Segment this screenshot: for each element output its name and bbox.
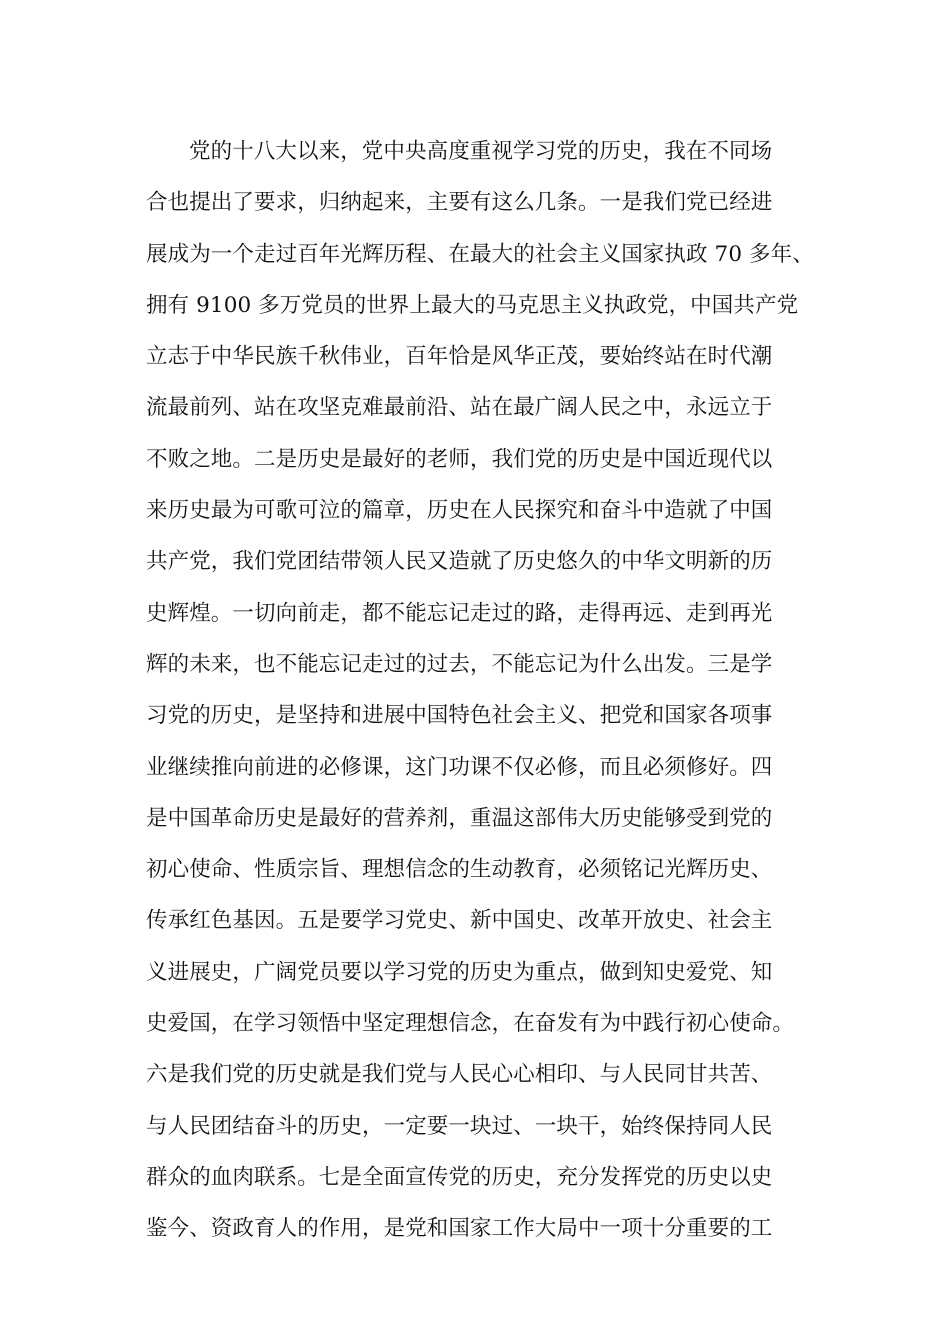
text-line: 六是我们党的历史就是我们党与人民心心相印、与人民同甘共苦、 <box>146 1062 773 1088</box>
text-line: 来历史最为可歌可泣的篇章，历史在人民探究和奋斗中造就了中国 <box>146 498 773 524</box>
text-line: 辉的未来，也不能忘记走过的过去，不能忘记为什么出发。三是学 <box>146 651 773 677</box>
text-line: 是中国革命历史是最好的营养剂，重温这部伟大历史能够受到党的 <box>146 805 773 831</box>
text-line: 展成为一个走过百年光辉历程、在最大的社会主义国家执政 70 多年、 <box>146 241 814 267</box>
text-line: 业继续推向前进的必修课，这门功课不仅必修，而且必须修好。四 <box>146 754 773 780</box>
text-line: 党的十八大以来，党中央高度重视学习党的历史，我在不同场 <box>189 139 773 164</box>
text-line: 群众的血肉联系。七是全面宣传党的历史，充分发挥党的历史以史 <box>146 1164 773 1190</box>
text-line: 传承红色基因。五是要学习党史、新中国史、改革开放史、社会主 <box>146 908 773 934</box>
text-line: 共产党，我们党团结带领人民又造就了历史悠久的中华文明新的历 <box>146 549 773 575</box>
text-line: 义进展史，广阔党员要以学习党的历史为重点，做到知史爱党、知 <box>146 959 773 985</box>
text-line: 立志于中华民族千秋伟业，百年恰是风华正茂，要始终站在时代潮 <box>146 344 773 370</box>
body-paragraph <box>146 134 826 1263</box>
text-line: 拥有 9100 多万党员的世界上最大的马克思主义执政党，中国共产党 <box>146 292 799 318</box>
text-line: 史爱国，在学习领悟中坚定理想信念，在奋发有为中践行初心使命。 <box>146 1011 795 1037</box>
text-line: 习党的历史，是坚持和进展中国特色社会主义、把党和国家各项事 <box>146 703 773 729</box>
text-line: 史辉煌。一切向前走，都不能忘记走过的路，走得再远、走到再光 <box>146 600 773 626</box>
text-line: 合也提出了要求，归纳起来，主要有这么几条。一是我们党已经进 <box>146 190 773 216</box>
text-line: 鉴今、资政育人的作用，是党和国家工作大局中一项十分重要的工 <box>146 1216 773 1242</box>
text-line: 初心使命、性质宗旨、理想信念的生动教育，必须铭记光辉历史、 <box>146 857 773 883</box>
text-line: 不败之地。二是历史是最好的老师，我们党的历史是中国近现代以 <box>146 446 773 472</box>
text-line: 与人民团结奋斗的历史，一定要一块过、一块干，始终保持同人民 <box>146 1113 773 1139</box>
text-line: 流最前列、站在攻坚克难最前沿、站在最广阔人民之中，永远立于 <box>146 395 773 421</box>
